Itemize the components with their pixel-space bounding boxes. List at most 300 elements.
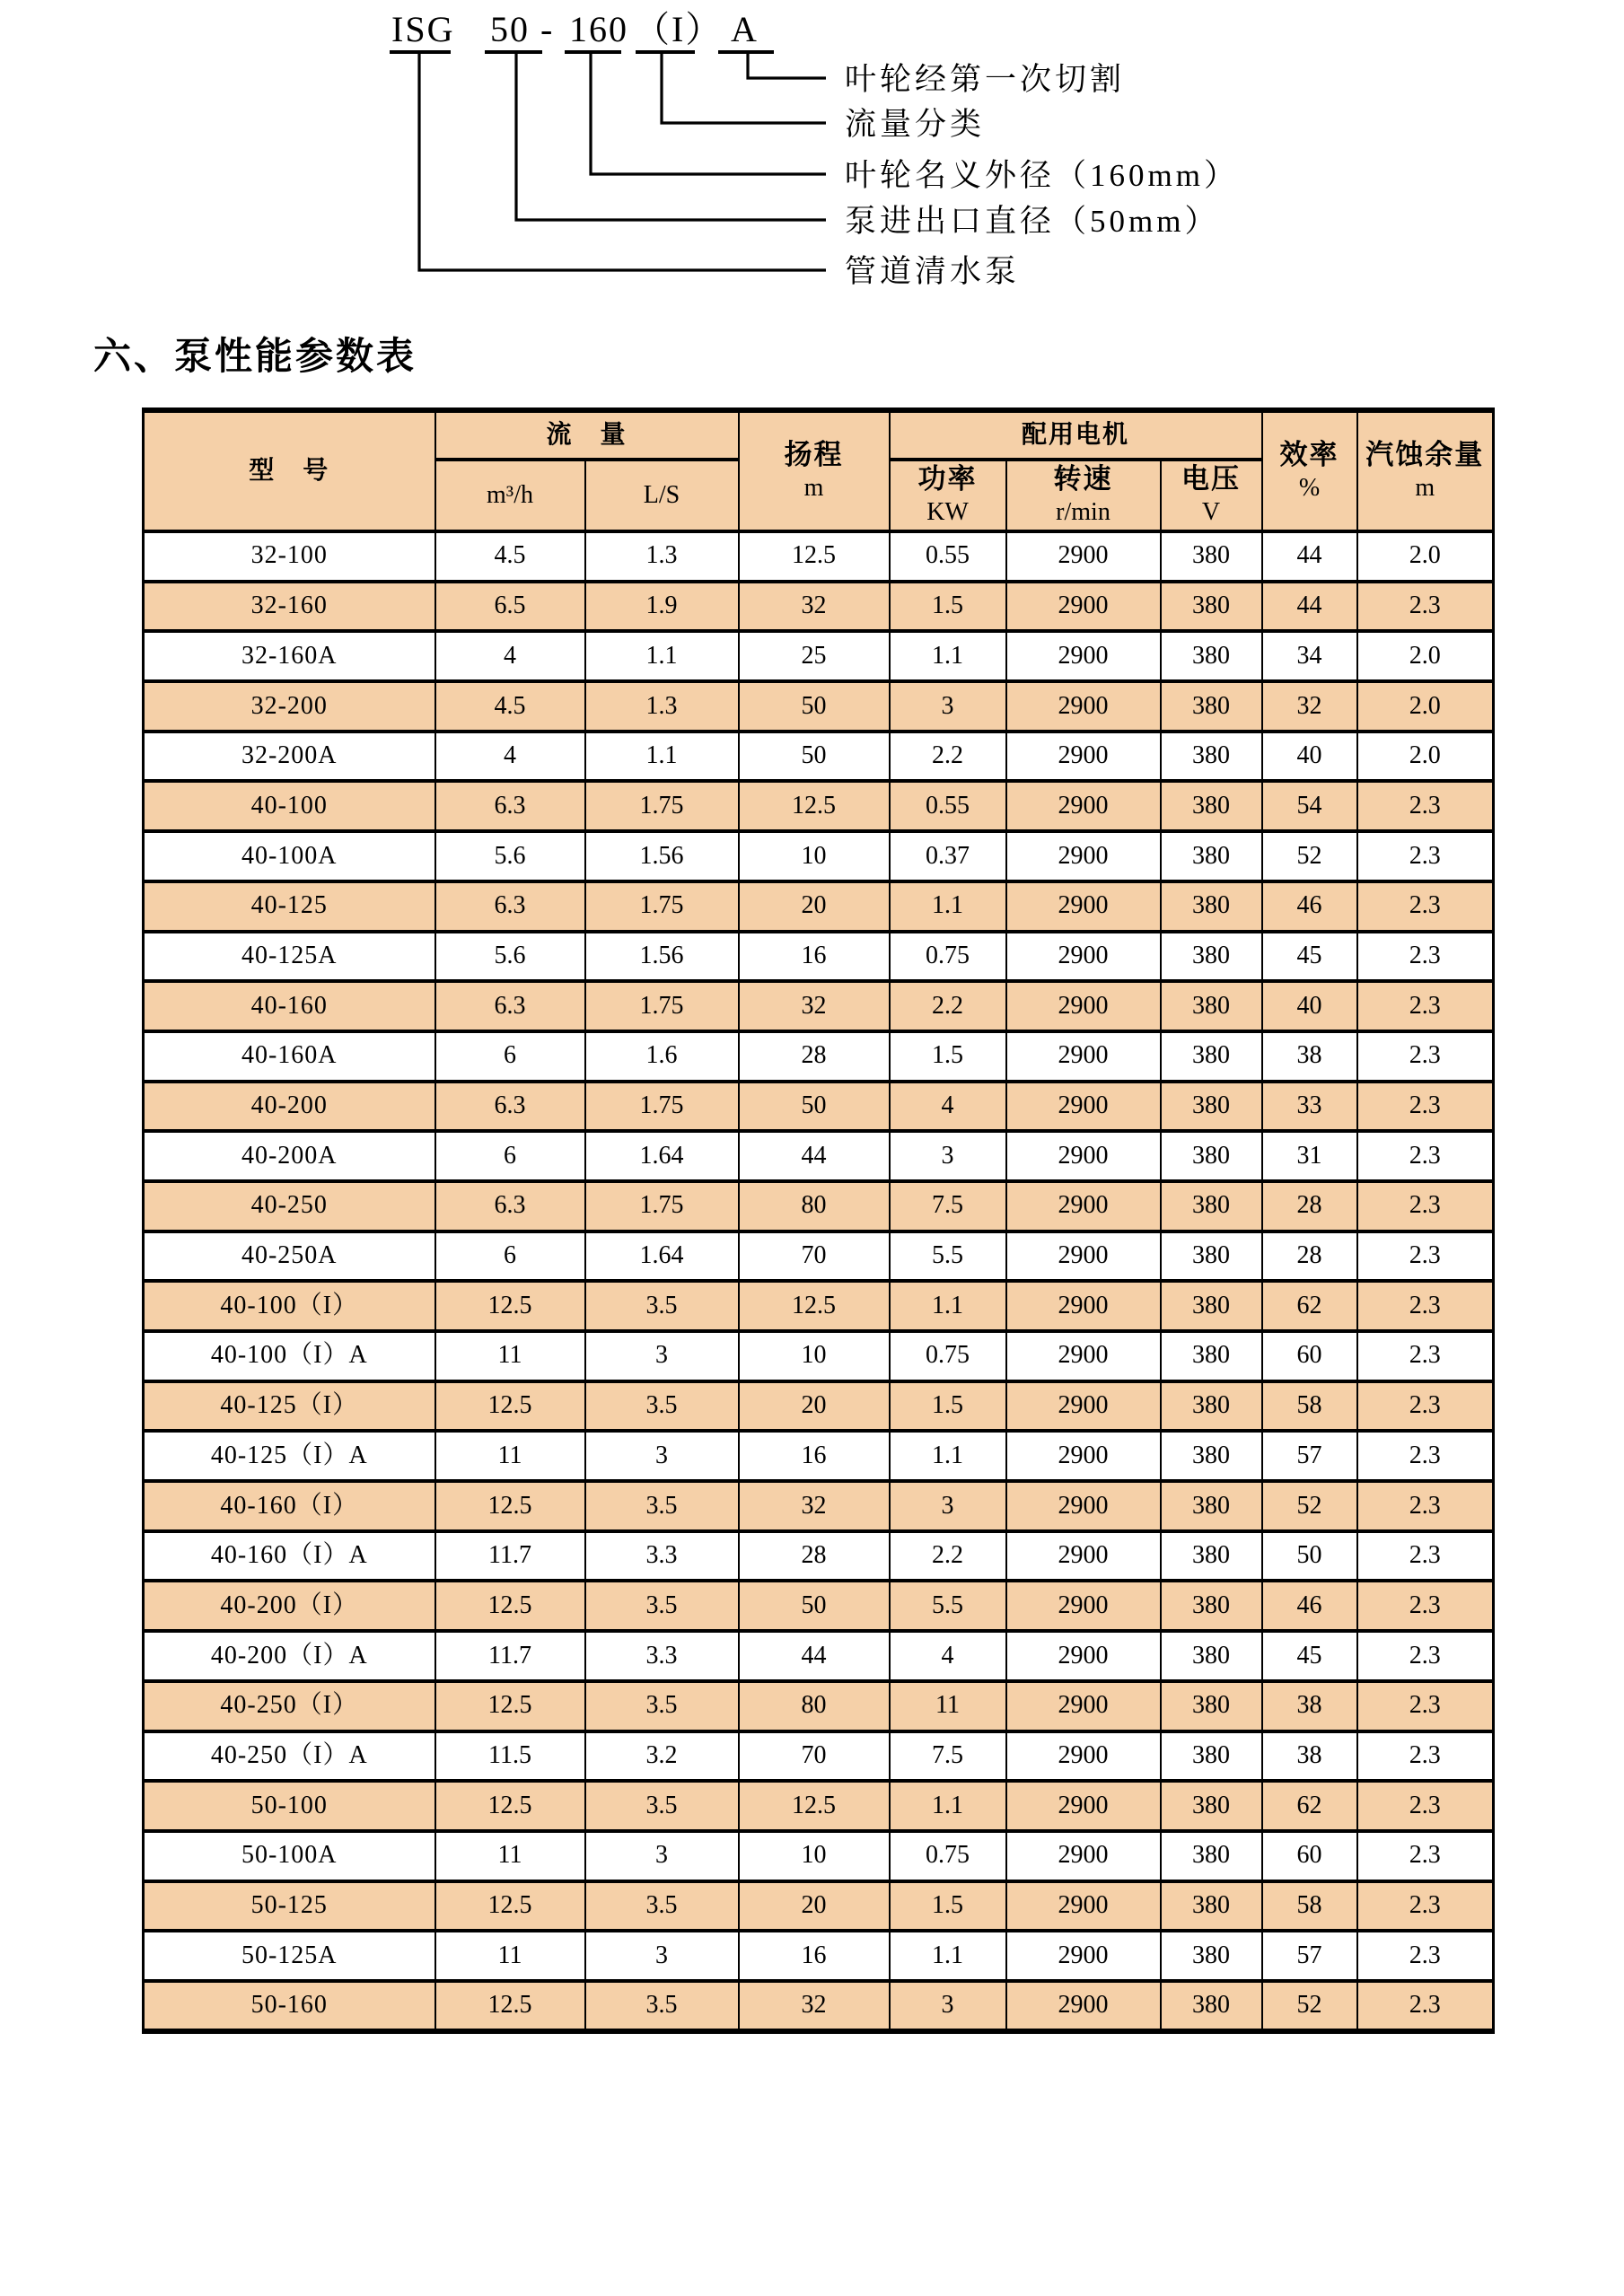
value-cell: 11 (435, 1431, 585, 1481)
value-cell: 380 (1161, 1781, 1262, 1831)
value-cell: 33 (1262, 1082, 1357, 1132)
connector-impeller-diameter (591, 52, 826, 174)
table-row (144, 881, 1494, 932)
value-cell: 3.3 (585, 1631, 739, 1681)
value-cell: 34 (1262, 631, 1357, 681)
value-cell: 12.5 (435, 1681, 585, 1731)
value-cell: 32 (739, 1981, 890, 2031)
value-cell: 12.5 (435, 1381, 585, 1432)
value-cell: 4.5 (435, 681, 585, 732)
value-cell: 0.37 (890, 831, 1006, 881)
value-cell: 2.3 (1357, 1431, 1494, 1481)
model-cell: 50-125 (144, 1881, 435, 1932)
value-cell: 6 (435, 1031, 585, 1082)
value-cell: 1.75 (585, 881, 739, 932)
value-cell: 62 (1262, 1281, 1357, 1331)
value-cell: 6.3 (435, 881, 585, 932)
value-cell: 2900 (1006, 1381, 1161, 1432)
value-cell: 10 (739, 1831, 890, 1881)
value-cell: 6 (435, 1231, 585, 1282)
value-cell: 6 (435, 1131, 585, 1181)
value-cell: 3.5 (585, 1881, 739, 1932)
value-cell: 2.3 (1357, 1781, 1494, 1831)
value-cell: 2.3 (1357, 1481, 1494, 1531)
value-cell: 3 (585, 1931, 739, 1981)
code-separator: - (540, 9, 555, 49)
model-cell: 32-200 (144, 681, 435, 732)
value-cell: 7.5 (890, 1731, 1006, 1782)
value-cell: 16 (739, 1931, 890, 1981)
value-cell: 46 (1262, 881, 1357, 932)
table-row (144, 531, 1494, 582)
value-cell: 2900 (1006, 1431, 1161, 1481)
model-cell: 32-200A (144, 732, 435, 782)
value-cell: 1.1 (890, 1281, 1006, 1331)
code-port-diameter: 50 (490, 9, 530, 49)
value-cell: 1.1 (890, 1431, 1006, 1481)
value-cell: 2900 (1006, 732, 1161, 782)
value-cell: 6.3 (435, 1082, 585, 1132)
model-cell: 40-200A (144, 1131, 435, 1181)
model-cell: 40-250 (144, 1181, 435, 1231)
value-cell: 50 (739, 1082, 890, 1132)
value-cell: 2.3 (1357, 1331, 1494, 1381)
model-cell: 32-160A (144, 631, 435, 681)
value-cell: 3 (890, 1481, 1006, 1531)
value-cell: 3 (890, 1131, 1006, 1181)
value-cell: 54 (1262, 781, 1357, 831)
model-cell: 32-160 (144, 582, 435, 632)
value-cell: 380 (1161, 1082, 1262, 1132)
value-cell: 2.3 (1357, 831, 1494, 881)
value-cell: 1.1 (890, 631, 1006, 681)
value-cell: 2900 (1006, 1281, 1161, 1331)
value-cell: 31 (1262, 1131, 1357, 1181)
label-impeller-diameter: 叶轮名义外径（160mm） (845, 158, 1239, 193)
value-cell: 5.5 (890, 1231, 1006, 1282)
value-cell: 3 (585, 1831, 739, 1881)
value-cell: 38 (1262, 1031, 1357, 1082)
value-cell: 10 (739, 831, 890, 881)
value-cell: 11 (435, 1331, 585, 1381)
head-unit: m (803, 474, 824, 502)
value-cell: 12.5 (435, 1781, 585, 1831)
value-cell: 4 (435, 631, 585, 681)
value-cell: 12.5 (739, 1781, 890, 1831)
value-cell: 3.5 (585, 1681, 739, 1731)
value-cell: 40 (1262, 981, 1357, 1031)
value-cell: 7.5 (890, 1181, 1006, 1231)
label-port-diameter: 泵进出口直径（50mm） (845, 204, 1220, 239)
value-cell: 2900 (1006, 1531, 1161, 1582)
head-label: 扬程 (784, 439, 844, 470)
model-cell: 40-125A (144, 932, 435, 982)
value-cell: 11.5 (435, 1731, 585, 1782)
value-cell: 2900 (1006, 1731, 1161, 1782)
efficiency-unit: % (1298, 474, 1321, 502)
value-cell: 2.3 (1357, 1681, 1494, 1731)
value-cell: 2.3 (1357, 582, 1494, 632)
value-cell: 60 (1262, 1331, 1357, 1381)
value-cell: 0.55 (890, 781, 1006, 831)
table-body (144, 531, 1494, 2031)
table-row (144, 1581, 1494, 1631)
value-cell: 1.75 (585, 781, 739, 831)
value-cell: 45 (1262, 932, 1357, 982)
table-row (144, 1881, 1494, 1932)
value-cell: 12.5 (435, 1581, 585, 1631)
value-cell: 2.3 (1357, 1881, 1494, 1932)
table-row (144, 831, 1494, 881)
value-cell: 2900 (1006, 831, 1161, 881)
value-cell: 16 (739, 1431, 890, 1481)
value-cell: 2900 (1006, 681, 1161, 732)
value-cell: 44 (1262, 531, 1357, 582)
value-cell: 2.3 (1357, 1631, 1494, 1681)
value-cell: 3 (585, 1431, 739, 1481)
value-cell: 2900 (1006, 1082, 1161, 1132)
value-cell: 2.3 (1357, 1831, 1494, 1881)
value-cell: 70 (739, 1231, 890, 1282)
value-cell: 380 (1161, 1231, 1262, 1282)
value-cell: 380 (1161, 1181, 1262, 1231)
value-cell: 380 (1161, 881, 1262, 932)
value-cell: 58 (1262, 1881, 1357, 1932)
table-row (144, 582, 1494, 632)
value-cell: 3.5 (585, 1381, 739, 1432)
value-cell: 50 (739, 681, 890, 732)
value-cell: 3.5 (585, 1981, 739, 2031)
table-row (144, 1681, 1494, 1731)
value-cell: 50 (739, 1581, 890, 1631)
col-header-flow: 流 量 (435, 410, 739, 460)
value-cell: 4 (435, 732, 585, 782)
value-cell: 28 (1262, 1181, 1357, 1231)
value-cell: 380 (1161, 981, 1262, 1031)
value-cell: 380 (1161, 681, 1262, 732)
value-cell: 20 (739, 881, 890, 932)
value-cell: 57 (1262, 1931, 1357, 1981)
value-cell: 1.64 (585, 1131, 739, 1181)
label-flow-class: 流量分类 (845, 107, 986, 142)
value-cell: 32 (739, 1481, 890, 1531)
value-cell: 2.3 (1357, 1981, 1494, 2031)
label-pump-type: 管道清水泵 (845, 254, 1021, 289)
value-cell: 60 (1262, 1831, 1357, 1881)
table-row (144, 1831, 1494, 1881)
value-cell: 1.5 (890, 1381, 1006, 1432)
value-cell: 2900 (1006, 1131, 1161, 1181)
value-cell: 6.3 (435, 981, 585, 1031)
value-cell: 12.5 (739, 1281, 890, 1331)
value-cell: 380 (1161, 1581, 1262, 1631)
npsh-unit: m (1415, 474, 1435, 502)
col-header-power (890, 460, 1006, 531)
value-cell: 28 (739, 1531, 890, 1582)
value-cell: 2.0 (1357, 531, 1494, 582)
value-cell: 2.0 (1357, 732, 1494, 782)
value-cell: 10 (739, 1331, 890, 1381)
value-cell: 380 (1161, 1931, 1262, 1981)
value-cell: 2900 (1006, 1931, 1161, 1981)
model-cell: 40-250A (144, 1231, 435, 1282)
value-cell: 4 (890, 1082, 1006, 1132)
value-cell: 2.3 (1357, 1381, 1494, 1432)
table-row (144, 1981, 1494, 2031)
value-cell: 380 (1161, 1831, 1262, 1881)
speed-label: 转速 (1053, 463, 1113, 495)
value-cell: 4 (890, 1631, 1006, 1681)
value-cell: 2900 (1006, 1231, 1161, 1282)
table-row (144, 1531, 1494, 1582)
power-label: 功率 (917, 463, 978, 495)
value-cell: 2.3 (1357, 1281, 1494, 1331)
value-cell: 6.3 (435, 781, 585, 831)
value-cell: 3.5 (585, 1581, 739, 1631)
value-cell: 40 (1262, 732, 1357, 782)
model-cell: 40-100（I） (144, 1281, 435, 1331)
value-cell: 3.5 (585, 1781, 739, 1831)
value-cell: 1.75 (585, 1082, 739, 1132)
model-cell: 50-100A (144, 1831, 435, 1881)
label-first-cut: 叶轮经第一次切割 (845, 62, 1126, 97)
value-cell: 1.5 (890, 1031, 1006, 1082)
value-cell: 0.75 (890, 932, 1006, 982)
table-row (144, 1031, 1494, 1082)
value-cell: 70 (739, 1731, 890, 1782)
col-header-efficiency (1262, 410, 1357, 531)
value-cell: 2.3 (1357, 1131, 1494, 1181)
table-row (144, 932, 1494, 982)
value-cell: 3.5 (585, 1481, 739, 1531)
value-cell: 1.1 (585, 732, 739, 782)
model-cell: 50-160 (144, 1981, 435, 2031)
col-header-head (739, 410, 890, 531)
value-cell: 2.2 (890, 1531, 1006, 1582)
value-cell: 2900 (1006, 1781, 1161, 1831)
value-cell: 2.3 (1357, 1181, 1494, 1231)
value-cell: 2.3 (1357, 1231, 1494, 1282)
value-cell: 2.3 (1357, 1581, 1494, 1631)
value-cell: 1.3 (585, 681, 739, 732)
connector-pump-type (419, 52, 826, 270)
table-row (144, 981, 1494, 1031)
value-cell: 1.56 (585, 831, 739, 881)
value-cell: 2900 (1006, 1981, 1161, 2031)
col-header-voltage (1161, 460, 1262, 531)
value-cell: 4.5 (435, 531, 585, 582)
value-cell: 28 (739, 1031, 890, 1082)
model-cell: 40-160（I） (144, 1481, 435, 1531)
value-cell: 80 (739, 1181, 890, 1231)
table-row (144, 631, 1494, 681)
value-cell: 380 (1161, 781, 1262, 831)
connector-first-cut (748, 52, 826, 78)
table-row (144, 1631, 1494, 1681)
model-cell: 40-160A (144, 1031, 435, 1082)
npsh-label: 汽蚀余量 (1365, 439, 1485, 470)
value-cell: 380 (1161, 1881, 1262, 1932)
code-flow-class: （I） (634, 9, 724, 49)
value-cell: 12.5 (739, 531, 890, 582)
value-cell: 80 (739, 1681, 890, 1731)
value-cell: 1.56 (585, 932, 739, 982)
value-cell: 2900 (1006, 1681, 1161, 1731)
value-cell: 2900 (1006, 1481, 1161, 1531)
value-cell: 3.2 (585, 1731, 739, 1782)
value-cell: 380 (1161, 1431, 1262, 1481)
value-cell: 50 (739, 732, 890, 782)
value-cell: 3 (585, 1331, 739, 1381)
value-cell: 2.3 (1357, 1931, 1494, 1981)
value-cell: 25 (739, 631, 890, 681)
value-cell: 12.5 (435, 1881, 585, 1932)
speed-unit: r/min (1056, 498, 1110, 526)
value-cell: 380 (1161, 531, 1262, 582)
value-cell: 2.2 (890, 981, 1006, 1031)
value-cell: 2900 (1006, 531, 1161, 582)
table-row (144, 1781, 1494, 1831)
value-cell: 44 (739, 1631, 890, 1681)
value-cell: 2.3 (1357, 981, 1494, 1031)
pump-performance-table (142, 407, 1495, 2034)
value-cell: 380 (1161, 1531, 1262, 1582)
voltage-unit: V (1201, 498, 1221, 526)
model-cell: 40-250（I）A (144, 1731, 435, 1782)
col-header-speed (1006, 460, 1161, 531)
value-cell: 2.3 (1357, 881, 1494, 932)
value-cell: 38 (1262, 1681, 1357, 1731)
value-cell: 38 (1262, 1731, 1357, 1782)
value-cell: 2900 (1006, 1881, 1161, 1932)
value-cell: 380 (1161, 1731, 1262, 1782)
model-cell: 32-100 (144, 531, 435, 582)
model-cell: 50-125A (144, 1931, 435, 1981)
code-pump-type: ISG (391, 9, 455, 49)
table-row (144, 1431, 1494, 1481)
col-header-model: 型 号 (144, 410, 435, 531)
model-cell: 40-125（I） (144, 1381, 435, 1432)
value-cell: 380 (1161, 582, 1262, 632)
value-cell: 45 (1262, 1631, 1357, 1681)
value-cell: 12.5 (435, 1981, 585, 2031)
value-cell: 50 (1262, 1531, 1357, 1582)
value-cell: 32 (1262, 681, 1357, 732)
power-unit: KW (926, 498, 969, 526)
value-cell: 380 (1161, 1331, 1262, 1381)
table-row (144, 1481, 1494, 1531)
value-cell: 2.3 (1357, 1531, 1494, 1582)
value-cell: 6.3 (435, 1181, 585, 1231)
table-row (144, 1281, 1494, 1331)
value-cell: 2900 (1006, 932, 1161, 982)
value-cell: 1.1 (890, 1781, 1006, 1831)
model-cell: 40-125（I）A (144, 1431, 435, 1481)
value-cell: 0.55 (890, 531, 1006, 582)
table-row (144, 1181, 1494, 1231)
value-cell: 57 (1262, 1431, 1357, 1481)
value-cell: 28 (1262, 1231, 1357, 1282)
value-cell: 52 (1262, 1481, 1357, 1531)
value-cell: 380 (1161, 1981, 1262, 2031)
value-cell: 62 (1262, 1781, 1357, 1831)
code-impeller-diameter: 160 (569, 9, 628, 49)
value-cell: 2900 (1006, 582, 1161, 632)
value-cell: 2900 (1006, 1631, 1161, 1681)
col-header-flow-ls: L/S (585, 460, 739, 531)
value-cell: 32 (739, 582, 890, 632)
value-cell: 44 (739, 1131, 890, 1181)
value-cell: 380 (1161, 1681, 1262, 1731)
value-cell: 1.1 (585, 631, 739, 681)
value-cell: 11 (435, 1831, 585, 1881)
value-cell: 380 (1161, 1381, 1262, 1432)
value-cell: 2900 (1006, 1831, 1161, 1881)
value-cell: 380 (1161, 732, 1262, 782)
value-cell: 3 (890, 1981, 1006, 2031)
value-cell: 1.64 (585, 1231, 739, 1282)
connector-flow-class (662, 52, 826, 123)
model-code-diagram (0, 0, 1624, 310)
value-cell: 0.75 (890, 1331, 1006, 1381)
value-cell: 2.2 (890, 732, 1006, 782)
value-cell: 1.75 (585, 981, 739, 1031)
value-cell: 52 (1262, 1981, 1357, 2031)
value-cell: 3 (890, 681, 1006, 732)
value-cell: 2900 (1006, 1331, 1161, 1381)
voltage-label: 电压 (1181, 463, 1242, 495)
value-cell: 0.75 (890, 1831, 1006, 1881)
table-row (144, 1731, 1494, 1782)
code-cut-mark: A (731, 9, 759, 49)
value-cell: 3.3 (585, 1531, 739, 1582)
value-cell: 380 (1161, 1631, 1262, 1681)
value-cell: 380 (1161, 631, 1262, 681)
value-cell: 380 (1161, 831, 1262, 881)
value-cell: 1.9 (585, 582, 739, 632)
model-cell: 40-160（I）A (144, 1531, 435, 1582)
value-cell: 2900 (1006, 881, 1161, 932)
col-header-npsh (1357, 410, 1494, 531)
value-cell: 2900 (1006, 1181, 1161, 1231)
value-cell: 2.3 (1357, 1731, 1494, 1782)
value-cell: 5.5 (890, 1581, 1006, 1631)
table-row (144, 781, 1494, 831)
model-cell: 40-125 (144, 881, 435, 932)
value-cell: 11 (435, 1931, 585, 1981)
table-row (144, 1131, 1494, 1181)
table-row (144, 1082, 1494, 1132)
table-row (144, 681, 1494, 732)
value-cell: 58 (1262, 1381, 1357, 1432)
table-row (144, 1381, 1494, 1432)
model-cell: 40-200（I） (144, 1581, 435, 1631)
value-cell: 1.1 (890, 1931, 1006, 1981)
value-cell: 2900 (1006, 781, 1161, 831)
value-cell: 20 (739, 1381, 890, 1432)
value-cell: 46 (1262, 1581, 1357, 1631)
value-cell: 16 (739, 932, 890, 982)
value-cell: 44 (1262, 582, 1357, 632)
col-header-flow-m3h: m³/h (435, 460, 585, 531)
value-cell: 2900 (1006, 631, 1161, 681)
value-cell: 2.3 (1357, 932, 1494, 982)
col-header-motor: 配用电机 (890, 410, 1262, 460)
model-cell: 40-200（I）A (144, 1631, 435, 1681)
value-cell: 2900 (1006, 981, 1161, 1031)
value-cell: 5.6 (435, 932, 585, 982)
value-cell: 6.5 (435, 582, 585, 632)
